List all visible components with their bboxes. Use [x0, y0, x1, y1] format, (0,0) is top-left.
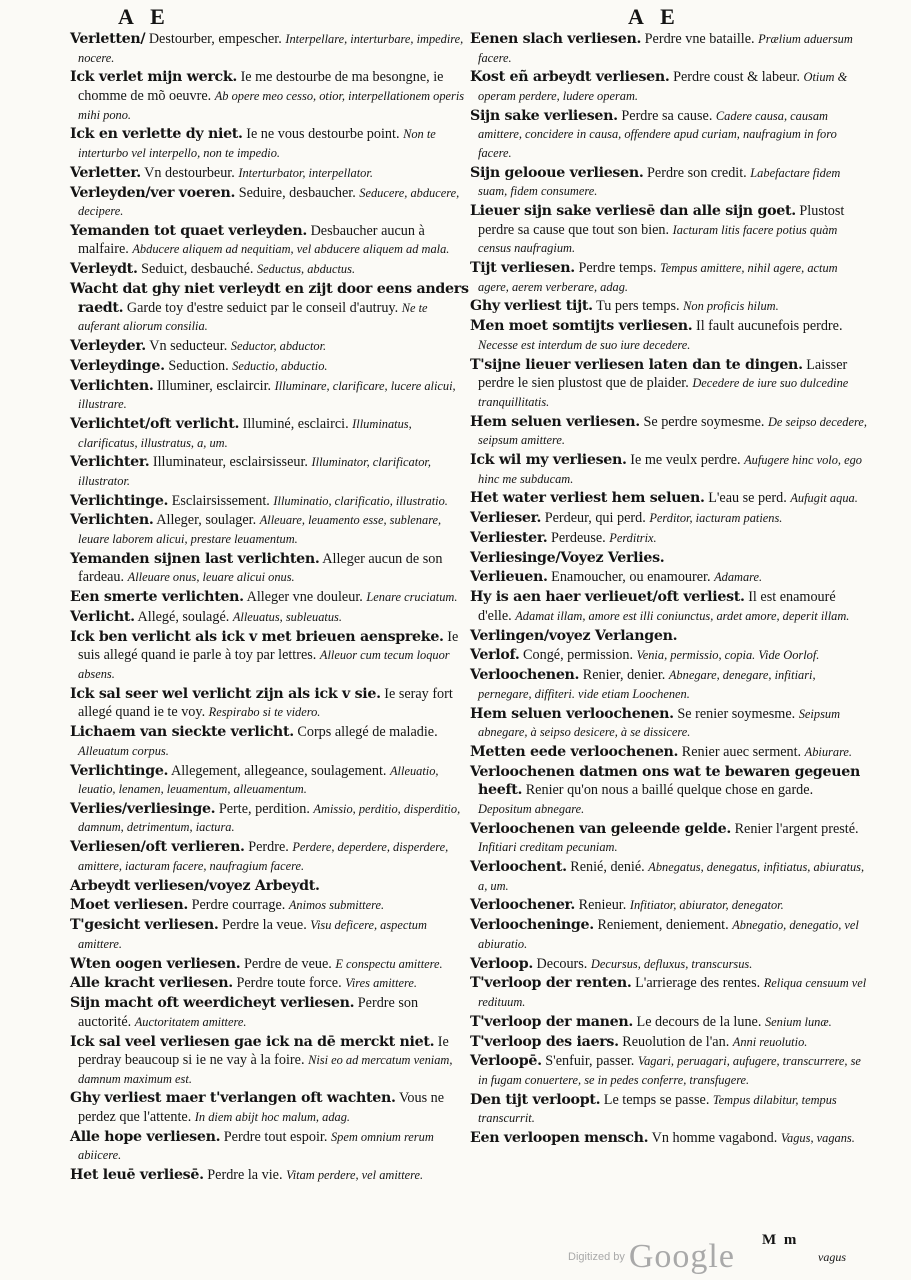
entry-french-gloss: Perdre son auctorité. — [78, 995, 419, 1030]
entry-latin-gloss: Adamare. — [714, 570, 763, 585]
entry-french-gloss: Reniement, deniement. — [597, 917, 729, 934]
entry-headword: Metten eede verloochenen. — [470, 743, 679, 760]
entry-headword: Den tijt verloopt. — [470, 1091, 601, 1108]
entry-headword: Verloochenen datmen ons wat te bewaren gegeuen heeft. — [470, 763, 861, 799]
entry-headword: Verleyder. — [70, 338, 146, 354]
entry-latin-gloss: Vagus, vagans. — [780, 1131, 855, 1146]
entry-headword: Kost eñ arbeydt verliesen. — [470, 69, 670, 86]
entry-french-gloss: Vn seducteur. — [149, 338, 228, 354]
entry-latin-gloss: Seductor, abductor. — [230, 339, 327, 353]
entry-french-gloss: Congé, permission. — [523, 647, 633, 664]
entry-headword: Verlichtinge. — [70, 492, 169, 509]
entry-latin-gloss: Abnegatus, denegatus, infitiatus, abiuratus, a, um. — [478, 860, 865, 893]
entry-french-gloss: Alleger aucun de son fardeau. — [78, 550, 443, 586]
entry-french-gloss: Tu pers temps. — [596, 298, 680, 315]
entry-french-gloss: Renier l'argent presté. — [734, 820, 859, 837]
entry-headword: Tijt verliesen. — [470, 260, 575, 277]
entry-headword: Wten oogen verliesen. — [70, 955, 241, 972]
entry-french-gloss: Alleger, soulager. — [156, 512, 257, 529]
dictionary-entry — [470, 489, 870, 508]
entry-latin-gloss: De seipso decedere, seipsum amittere. — [478, 414, 867, 448]
dictionary-entry — [470, 259, 870, 296]
dictionary-entry — [70, 723, 470, 760]
entry-latin-gloss: Tempus dilabitur, tempus transcurrit. — [478, 1092, 837, 1126]
dictionary-entry — [70, 916, 470, 953]
entry-latin-gloss: Adamat illam, amore est illi coniunctus, ardet amore, deperit illam. — [515, 608, 850, 623]
dictionary-entry — [70, 377, 470, 414]
entry-french-gloss: Plustost perdre sa cause que tout son bien. — [478, 203, 845, 238]
entry-headword: Verliester. — [470, 529, 548, 546]
entry-latin-gloss: Prælium aduersum facere. — [478, 32, 853, 65]
dictionary-entry — [70, 164, 470, 183]
entry-french-gloss: Illuminateur, esclairsisseur. — [152, 454, 308, 471]
entry-french-gloss: Perdre la veue. — [222, 917, 307, 934]
dictionary-entry — [70, 608, 470, 627]
entry-latin-gloss: Visu deficere, aspectum amittere. — [78, 918, 427, 951]
entry-french-gloss: Il fault aucunefois perdre. — [695, 318, 843, 335]
dictionary-entry — [70, 1033, 470, 1089]
entry-latin-gloss: Aufugere hinc volo, ego hinc me subducam. — [478, 452, 862, 486]
entry-headword: Verloopē. — [470, 1053, 542, 1070]
entry-headword: Lieuer sijn sake verliesē dan alle sijn goet. — [470, 203, 796, 220]
entry-french-gloss: Seduict, desbauché. — [141, 261, 254, 278]
entry-headword: Ick verlet mijn werck. — [70, 69, 238, 86]
entry-latin-gloss: Tempus amittere, nihil agere, actum agere, aerem verberare, adag. — [478, 261, 838, 294]
entry-headword: Men moet somtijts verliesen. — [470, 318, 693, 335]
dictionary-entry — [70, 1166, 470, 1185]
entry-headword: T'verloop des iaers. — [470, 1033, 619, 1050]
dictionary-entry — [70, 125, 470, 162]
entry-headword: Verleydinge. — [70, 357, 165, 374]
entry-latin-gloss: Nisi eo ad mercatum veniam, damnum maximum est. — [78, 1053, 453, 1086]
entry-latin-gloss: Perditor, iacturam patiens. — [649, 511, 783, 526]
dictionary-entry — [470, 955, 870, 974]
entry-french-gloss: Desbaucher aucun à malfaire. — [78, 222, 425, 258]
entry-latin-gloss: Animos submittere. — [288, 898, 385, 913]
dictionary-entry — [470, 107, 870, 163]
entry-headword: Verliesinge/Voyez Verlies. — [470, 549, 665, 566]
dictionary-entry — [470, 974, 870, 1011]
entry-headword: Alle hope verliesen. — [70, 1128, 221, 1145]
entry-headword: T'verloop der manen. — [470, 1013, 633, 1030]
dictionary-entry — [70, 628, 470, 684]
dictionary-entry — [70, 550, 470, 587]
entry-latin-gloss: Venia, permissio, copia. Vide Oorlof. — [636, 648, 820, 663]
entry-french-gloss: S'enfuir, passer. — [545, 1053, 635, 1070]
dictionary-entry — [70, 1089, 470, 1126]
entry-headword: Ghy verliest maer t'verlangen oft wachten. — [70, 1090, 396, 1107]
entry-french-gloss: Perdeur, qui perd. — [544, 510, 646, 527]
dictionary-entry — [470, 858, 870, 895]
dictionary-entry — [470, 529, 870, 548]
dictionary-entry — [70, 955, 470, 974]
entry-headword: Sijn gelooue verliesen. — [470, 164, 644, 181]
entry-french-gloss: Perdre courrage. — [191, 897, 286, 914]
entry-latin-gloss: Anni reuolutio. — [732, 1034, 808, 1049]
dictionary-entry — [70, 896, 470, 915]
entry-french-gloss: Renié, denié. — [570, 859, 645, 876]
entry-latin-gloss: Interpellare, interturbare, impedire, nocere. — [78, 32, 464, 65]
entry-french-gloss: Allegé, soulagé. — [137, 609, 230, 625]
dictionary-entry — [470, 588, 870, 625]
dictionary-entry — [470, 68, 870, 105]
entry-french-gloss: Alleger vne douleur. — [246, 589, 363, 606]
dictionary-entry — [470, 451, 870, 488]
entry-french-gloss: Perdre la vie. — [207, 1167, 283, 1184]
entry-latin-gloss: Seductio, abductio. — [232, 358, 328, 373]
entry-latin-gloss: Alleuare onus, leuare alicui onus. — [127, 570, 295, 585]
digitized-by-google-watermark — [568, 1238, 735, 1276]
entry-french-gloss: Allegement, allegeance, soulagement. — [170, 762, 387, 779]
entry-headword: Verlicht. — [70, 609, 135, 625]
entry-french-gloss: Renier qu'on nous a baillé quelque chose en garde. — [525, 782, 814, 799]
entry-latin-gloss: E conspectu amittere. — [335, 956, 443, 971]
entry-french-gloss: Renier auec serment. — [681, 743, 802, 760]
entry-latin-gloss: Respirabo si te videro. — [208, 705, 321, 720]
entry-french-gloss: Perdre toute force. — [236, 975, 342, 992]
entry-french-gloss: Perdeuse. — [550, 529, 606, 546]
entry-french-gloss: Perdre temps. — [578, 260, 657, 277]
entry-french-gloss: Ie me veulx perdre. — [630, 451, 741, 468]
entry-latin-gloss: Senium lunæ. — [764, 1014, 832, 1029]
entry-headword: Verlingen/voyez Verlangen. — [470, 627, 678, 644]
entry-french-gloss: Perdre. — [248, 839, 289, 856]
dictionary-entry — [470, 202, 870, 258]
dictionary-entry — [70, 280, 470, 336]
dictionary-entry — [470, 896, 870, 915]
dictionary-entry — [70, 974, 470, 993]
entry-headword: Verloocheninge. — [470, 917, 594, 934]
entry-latin-gloss: Interturbator, interpellator. — [238, 165, 373, 180]
entry-latin-gloss: Non te interturbo vel interpello, non te impedio. — [78, 127, 436, 160]
dictionary-entry — [70, 222, 470, 259]
entry-french-gloss: Il est enamouré d'elle. — [478, 589, 836, 624]
entry-latin-gloss: Depositum abnegare. — [478, 801, 585, 816]
entry-headword: Verlichten. — [70, 512, 154, 529]
entry-french-gloss: Garde toy d'estre seduict par le conseil d'autruy. — [126, 299, 399, 316]
entry-latin-gloss: Amissio, perditio, disperditio, damnum, detrimentum, iactura. — [78, 801, 461, 835]
entry-latin-gloss: Perditrix. — [609, 530, 657, 545]
entry-headword: Lichaem van sieckte verlicht. — [70, 724, 294, 741]
dictionary-entry — [470, 317, 870, 354]
entry-headword: Hem seluen verliesen. — [470, 413, 640, 430]
entry-headword: Eenen slach verliesen. — [470, 31, 642, 47]
entry-latin-gloss: Abnegatio, denegatio, vel abiuratio. — [478, 918, 859, 951]
entry-french-gloss: Ie seray fort allegé quand ie te voy. — [78, 685, 453, 721]
entry-headword: Verlichtinge. — [70, 762, 169, 779]
entry-headword: Yemanden tot quaet verleyden. — [70, 222, 308, 239]
dictionary-entry — [470, 763, 870, 819]
dictionary-entry — [70, 877, 470, 896]
entry-latin-gloss: Ne te auferant aliorum consilia. — [78, 300, 428, 334]
dictionary-entry — [470, 627, 870, 646]
entry-latin-gloss: Decursus, defluxus, transcursus. — [590, 956, 753, 971]
entry-french-gloss: Laisser perdre le sien plustost que de plaider. — [478, 356, 848, 392]
entry-french-gloss: Perdre sa cause. — [621, 107, 713, 124]
entry-latin-gloss: Alleuor cum tecum loquor absens. — [78, 648, 450, 681]
dictionary-entry — [470, 1129, 870, 1148]
entry-headword: Het water verliest hem seluen. — [470, 490, 705, 507]
dictionary-entry — [470, 568, 870, 587]
entry-headword: Verliesen/oft verlieren. — [70, 839, 245, 856]
entry-french-gloss: Decours. — [536, 955, 588, 972]
dictionary-entry — [470, 549, 870, 568]
entry-latin-gloss: Necesse est interdum de suo iure decedere. — [478, 337, 691, 352]
entry-french-gloss: Vn destourbeur. — [144, 164, 235, 181]
entry-headword: Verlieuen. — [470, 569, 548, 586]
right-column — [470, 30, 870, 1149]
entry-french-gloss: Se renier soymesme. — [677, 705, 796, 722]
entry-latin-gloss: Otium & operam perdere, ludere operam. — [478, 70, 848, 103]
entry-headword: T'sijne lieuer verliesen laten dan te dingen. — [470, 356, 803, 373]
dictionary-entry — [470, 1091, 870, 1128]
running-head-left: A E — [118, 4, 171, 29]
entry-french-gloss: Perdre tout espoir. — [223, 1128, 328, 1145]
dictionary-entry — [70, 337, 470, 356]
dictionary-entry — [470, 820, 870, 857]
entry-headword: Ick wil my verliesen. — [470, 451, 627, 468]
dictionary-entry — [70, 492, 470, 511]
dictionary-entry — [470, 356, 870, 412]
dictionary-entry — [470, 297, 870, 316]
dictionary-entry — [470, 30, 870, 67]
dictionary-entry — [70, 838, 470, 875]
dictionary-entry — [70, 1128, 470, 1165]
entry-french-gloss: Seduction. — [168, 357, 229, 374]
entry-french-gloss: Ie suis allegé quand ie parle à toy par lettres. — [78, 628, 459, 664]
entry-headword: Sijn macht oft weerdicheyt verliesen. — [70, 995, 355, 1012]
entry-latin-gloss: Vires amittere. — [345, 976, 418, 991]
entry-latin-gloss: Alleuatio, leuatio, lenamen, leuamentum, alleuamentum. — [78, 763, 439, 797]
entry-headword: Verlof. — [470, 647, 520, 664]
entry-headword: Verlieser. — [470, 510, 542, 527]
dictionary-entry — [70, 994, 470, 1031]
entry-headword: Moet verliesen. — [70, 897, 189, 914]
entry-latin-gloss: Ab opere meo cesso, otior, interpellationem operis mihi pono. — [78, 88, 465, 122]
entry-headword: Het leuē verliesē. — [70, 1167, 204, 1184]
entry-latin-gloss: Aufugit aqua. — [790, 491, 858, 506]
entry-headword: Verleydt. — [70, 261, 138, 278]
entry-headword: Sijn sake verliesen. — [470, 107, 618, 124]
entry-french-gloss: Ie ne vous destourbe point. — [246, 126, 400, 143]
entry-latin-gloss: Auctoritatem amittere. — [134, 1014, 247, 1029]
entry-latin-gloss: Vagari, peruagari, aufugere, transcurrere, se in fugam conuertere, se in pedes conferre, transfugere. — [478, 1054, 861, 1087]
dictionary-entry — [470, 705, 870, 742]
entry-french-gloss: Destourber, empescher. — [148, 31, 282, 47]
entry-headword: Ick sal seer wel verlicht zijn als ick v sie. — [70, 685, 381, 702]
entry-headword: Ick en verlette dy niet. — [70, 126, 243, 143]
entry-french-gloss: Seduire, desbaucher. — [238, 184, 356, 201]
dictionary-entry — [470, 916, 870, 953]
entry-latin-gloss: Cadere causa, causam amittere, concidere in causa, offendere apud curiam, naufragium in foro facere. — [478, 108, 837, 160]
entry-french-gloss: Perdre de veue. — [243, 955, 332, 972]
entry-headword: Hy is aen haer verlieuet/oft verliest. — [470, 589, 745, 606]
watermark-small-text: Digitized by — [568, 1251, 625, 1263]
dictionary-entry — [70, 511, 470, 548]
dictionary-entry — [470, 1052, 870, 1089]
entry-french-gloss: Le decours de la lune. — [636, 1013, 762, 1030]
entry-french-gloss: Vous ne perdez que l'attente. — [78, 1090, 445, 1126]
entry-headword: Hem seluen verloochenen. — [470, 705, 674, 722]
dictionary-entry — [470, 646, 870, 665]
entry-french-gloss: Ie me destourbe de ma besongne, ie chomme de mõ oeuvre. — [78, 69, 444, 104]
entry-latin-gloss: Illuminare, clarificare, lucere alicui, illustrare. — [78, 378, 456, 412]
signature-mark: M m — [762, 1232, 799, 1248]
entry-headword: Ghy verliest tijt. — [470, 298, 593, 315]
entry-latin-gloss: Reliqua censuum vel redituum. — [478, 976, 867, 1009]
entry-headword: Arbeydt verliesen/voyez Arbeydt. — [70, 877, 320, 894]
entry-latin-gloss: Abiurare. — [804, 744, 853, 759]
dictionary-entry — [70, 453, 470, 490]
entry-headword: Verletten/ — [70, 31, 146, 47]
entry-french-gloss: Esclairsissement. — [171, 492, 270, 509]
entry-latin-gloss: Alleuare, leuamento esse, sublenare, leuare laborem alicui, prestare leuamentum. — [78, 513, 442, 547]
entry-latin-gloss: Abducere aliquem ad nequitiam, vel abducere aliquem ad mala. — [132, 242, 450, 257]
dictionary-entry — [70, 357, 470, 376]
entry-latin-gloss: Seductus, abductus. — [256, 262, 356, 277]
entry-french-gloss: Se perdre soymesme. — [643, 413, 765, 430]
dictionary-entry — [470, 164, 870, 201]
left-column — [70, 30, 470, 1186]
entry-french-gloss: Enamoucher, ou enamourer. — [551, 569, 711, 586]
entry-french-gloss: Perte, perdition. — [218, 800, 310, 817]
entry-latin-gloss: Seipsum abnegare, à seipso desicere, à se dissicere. — [478, 706, 841, 740]
entry-french-gloss: Ie perdray beaucoup si ie ne vay à la foire. — [78, 1033, 449, 1069]
dictionary-entry — [470, 666, 870, 703]
entry-french-gloss: Perdre vne bataille. — [644, 31, 755, 47]
entry-latin-gloss: Decedere de iure suo dulcedine tranquillitatis. — [478, 376, 849, 409]
dictionary-entry — [470, 743, 870, 762]
dictionary-entry — [470, 509, 870, 528]
entry-latin-gloss: Abnegare, denegare, infitiari, pernegare, diffiteri. vide etiam Loochenen. — [478, 668, 816, 701]
entry-french-gloss: Vn homme vagabond. — [651, 1130, 778, 1147]
entry-headword: Verloop. — [470, 955, 533, 972]
entry-headword: Verloochener. — [470, 897, 576, 914]
dictionary-entry — [470, 1033, 870, 1052]
running-head-right: A E — [628, 4, 681, 29]
entry-latin-gloss: Illuminatio, clarificatio, illustratio. — [273, 493, 448, 508]
entry-headword: Verloochenen. — [470, 667, 580, 684]
dictionary-entry — [70, 415, 470, 452]
entry-french-gloss: Le temps se passe. — [603, 1091, 710, 1108]
entry-headword: Verlichter. — [70, 454, 150, 471]
entry-headword: Een smerte verlichten. — [70, 589, 244, 606]
entry-headword: Verloochent. — [470, 859, 567, 876]
entry-latin-gloss: Spem omnium rerum abiicere. — [78, 1129, 434, 1163]
entry-latin-gloss: Alleuatum corpus. — [78, 743, 169, 758]
entry-french-gloss: Reuolution de l'an. — [622, 1033, 730, 1050]
entry-latin-gloss: Labefactare fidem suam, fidem consumere. — [478, 165, 841, 199]
entry-latin-gloss: Vitam perdere, vel amittere. — [286, 1168, 424, 1183]
dictionary-entry — [70, 68, 470, 124]
entry-headword: Verleyden/ver voeren. — [70, 184, 236, 201]
entry-headword: T'gesicht verliesen. — [70, 917, 219, 934]
entry-headword: Ick ben verlicht als ick v met brieuen aenspreke. — [70, 628, 444, 645]
entry-french-gloss: Illuminer, esclaircir. — [157, 377, 272, 394]
entry-french-gloss: Perdre son credit. — [647, 164, 747, 181]
entry-french-gloss: Renier, denier. — [582, 667, 666, 684]
dictionary-entry — [70, 184, 470, 221]
entry-latin-gloss: Iacturam litis facere potius quàm census naufragium. — [478, 222, 838, 256]
entry-headword: Verletter. — [70, 164, 141, 181]
entry-latin-gloss: Seducere, abducere, decipere. — [78, 185, 460, 219]
dictionary-entry — [470, 1013, 870, 1032]
catchword: vagus — [818, 1250, 846, 1264]
dictionary-entry — [70, 30, 470, 67]
entry-french-gloss: Corps allegé de maladie. — [297, 724, 438, 741]
entry-latin-gloss: Alleuatus, subleuatus. — [232, 610, 342, 624]
entry-latin-gloss: Lenare cruciatum. — [366, 590, 458, 605]
entry-french-gloss: Illuminé, esclairci. — [242, 415, 349, 432]
entry-french-gloss: L'arrierage des rentes. — [635, 975, 761, 992]
entry-latin-gloss: Infitiator, abiurator, denegator. — [629, 898, 784, 913]
entry-headword: Verlies/verliesinge. — [70, 800, 216, 817]
entry-headword: Een verloopen mensch. — [470, 1130, 649, 1147]
entry-headword: T'verloop der renten. — [470, 975, 632, 992]
entry-headword: Wacht dat ghy niet verleydt en zijt door eens anders raedt. — [70, 281, 469, 316]
entry-french-gloss: Perdre coust & labeur. — [673, 69, 800, 86]
entry-headword: Alle kracht verliesen. — [70, 975, 233, 992]
dictionary-entry — [70, 800, 470, 837]
entry-latin-gloss: Infitiari creditam pecuniam. — [478, 840, 618, 855]
entry-french-gloss: L'eau se perd. — [708, 490, 787, 507]
entry-headword: Verloochenen van geleende gelde. — [470, 820, 732, 837]
entry-latin-gloss: Illuminator, clarificator, illustrator. — [78, 455, 431, 488]
dictionary-entry — [70, 762, 470, 799]
entry-headword: Verlichten. — [70, 377, 154, 394]
dictionary-entry — [470, 413, 870, 450]
entry-headword: Yemanden sijnen last verlichten. — [70, 550, 320, 567]
entry-headword: Ick sal veel verliesen gae ick na dē merckt niet. — [70, 1033, 435, 1050]
entry-latin-gloss: Illuminatus, clarificatus, illustratus, a, um. — [78, 416, 412, 450]
entry-latin-gloss: Non proficis hilum. — [683, 299, 779, 314]
dictionary-entry — [70, 260, 470, 279]
entry-french-gloss: Renieur. — [578, 897, 627, 914]
dictionary-entry — [70, 588, 470, 607]
entry-headword: Verlichtet/oft verlicht. — [70, 415, 240, 432]
dictionary-entry — [70, 685, 470, 722]
watermark-logo-text: Google — [628, 1238, 735, 1275]
entry-latin-gloss: In diem abijt hoc malum, adag. — [194, 1110, 351, 1125]
entry-latin-gloss: Perdere, deperdere, disperdere, amittere, iacturam facere, naufragium facere. — [78, 840, 449, 873]
